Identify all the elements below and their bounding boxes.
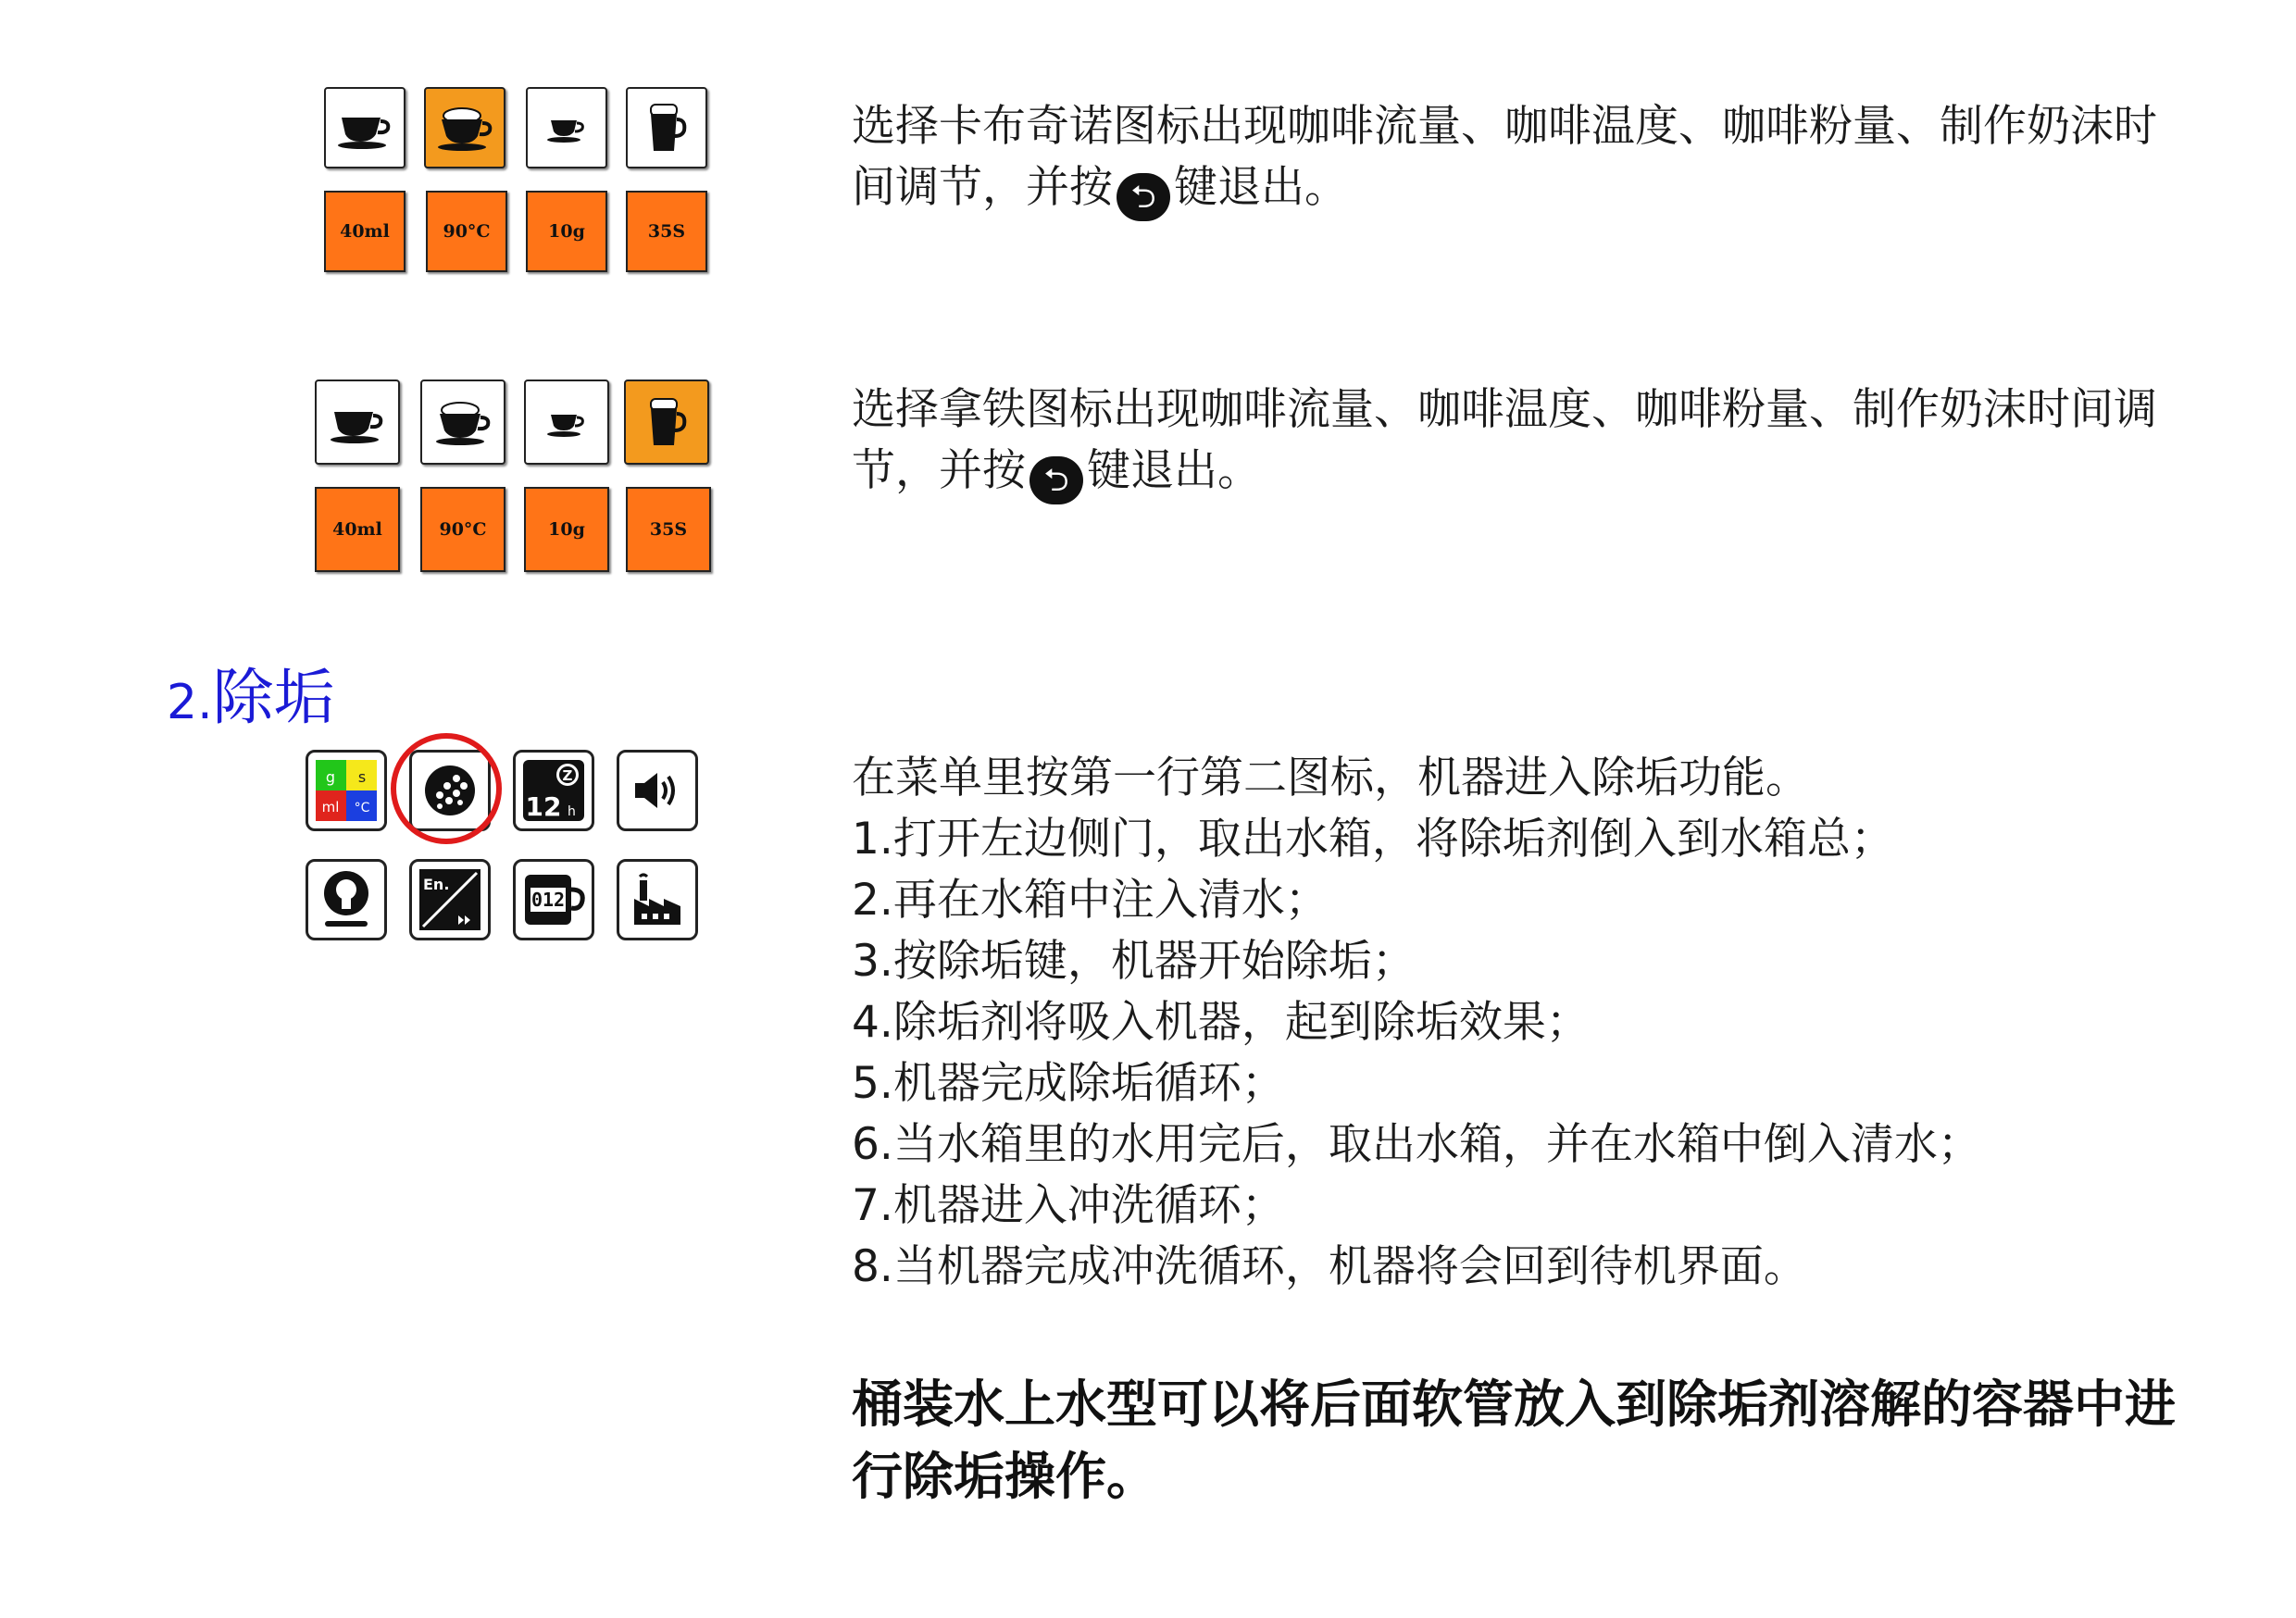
back-arrow-icon: ⮌: [1029, 456, 1083, 504]
heading-number: 2.: [167, 675, 213, 730]
list-item: 3.按除垢键，机器开始除垢；: [852, 936, 1416, 987]
unit-label-celsius: °C: [354, 801, 370, 815]
volume-icon[interactable]: [617, 750, 698, 831]
small-cup-icon[interactable]: [524, 380, 609, 465]
timer-unit: h: [568, 804, 576, 819]
svg-text:Z: Z: [562, 767, 573, 784]
list-item: 4.除垢剂将吸入机器，起到除垢效果；: [852, 997, 1590, 1048]
froth-time-value[interactable]: 35S: [626, 191, 707, 272]
timer-value: 12: [525, 791, 562, 822]
coffee-temperature-value[interactable]: 90°C: [420, 487, 505, 572]
auto-off-timer-icon[interactable]: [513, 750, 594, 831]
unit-label-g: g: [325, 768, 336, 786]
latte-instruction-tail: 键退出。: [1087, 445, 1261, 496]
units-settings-icon[interactable]: [306, 750, 387, 831]
cappuccino-instruction-tail: 键退出。: [1174, 162, 1348, 213]
small-cup-icon[interactable]: [526, 87, 607, 168]
coffee-temperature-value[interactable]: 90°C: [426, 191, 507, 272]
coffee-volume-value[interactable]: 40ml: [315, 487, 400, 572]
list-item: 2.再在水箱中注入清水；: [852, 875, 1329, 926]
light-bulb-icon[interactable]: [306, 859, 387, 940]
descaling-heading: [167, 648, 335, 736]
factory-reset-icon[interactable]: [617, 859, 698, 940]
list-item: 1.打开左边侧门，取出水箱，将除垢剂倒入到水箱总；: [852, 814, 1894, 865]
cappuccino-instruction-text: 选择卡布奇诺图标出现咖啡流量、咖啡温度、咖啡粉量、制作奶沫时间调节，并按: [852, 101, 2157, 213]
coffee-powder-value[interactable]: 10g: [526, 191, 607, 272]
latte-glass-icon[interactable]: [624, 380, 709, 465]
espresso-cup-icon[interactable]: [315, 380, 400, 465]
list-item: 8.当机器完成冲洗循环，机器将会回到待机界面。: [852, 1241, 1807, 1292]
descaling-steps: [852, 748, 1981, 1298]
back-arrow-icon: ⮌: [1117, 173, 1170, 221]
cappuccino-instruction: [852, 96, 2194, 221]
froth-time-value[interactable]: 35S: [626, 487, 711, 572]
cappuccino-cup-icon[interactable]: [424, 87, 505, 168]
unit-label-s: s: [357, 768, 367, 786]
counter-icon[interactable]: [513, 859, 594, 940]
list-item: 6.当水箱里的水用完后，取出水箱，并在水箱中倒入清水；: [852, 1119, 1981, 1170]
highlight-circle: [391, 733, 502, 844]
cappuccino-cup-icon[interactable]: [420, 380, 505, 465]
heading-text: 除垢: [212, 662, 335, 733]
energy-label: En.: [423, 876, 450, 893]
energy-save-icon[interactable]: [409, 859, 491, 940]
counter-value: 012: [530, 889, 566, 911]
bottled-water-note: 桶装水上水型可以将后面软管放入到除垢剂溶解的容器中进行除垢操作。: [852, 1375, 2177, 1506]
latte-instruction: [852, 380, 2194, 504]
list-item: 7.机器进入冲洗循环；: [852, 1180, 1285, 1231]
unit-label-ml: ml: [321, 799, 340, 815]
list-item: 在菜单里按第一行第二图标，机器进入除垢功能。: [852, 753, 1809, 803]
espresso-cup-icon[interactable]: [324, 87, 406, 168]
coffee-powder-value[interactable]: 10g: [524, 487, 609, 572]
latte-glass-icon[interactable]: [626, 87, 707, 168]
coffee-volume-value[interactable]: 40ml: [324, 191, 406, 272]
latte-instruction-text: 选择拿铁图标出现咖啡流量、咖啡温度、咖啡粉量、制作奶沫时间调节，并按: [852, 384, 2157, 496]
list-item: 5.机器完成除垢循环；: [852, 1058, 1285, 1109]
